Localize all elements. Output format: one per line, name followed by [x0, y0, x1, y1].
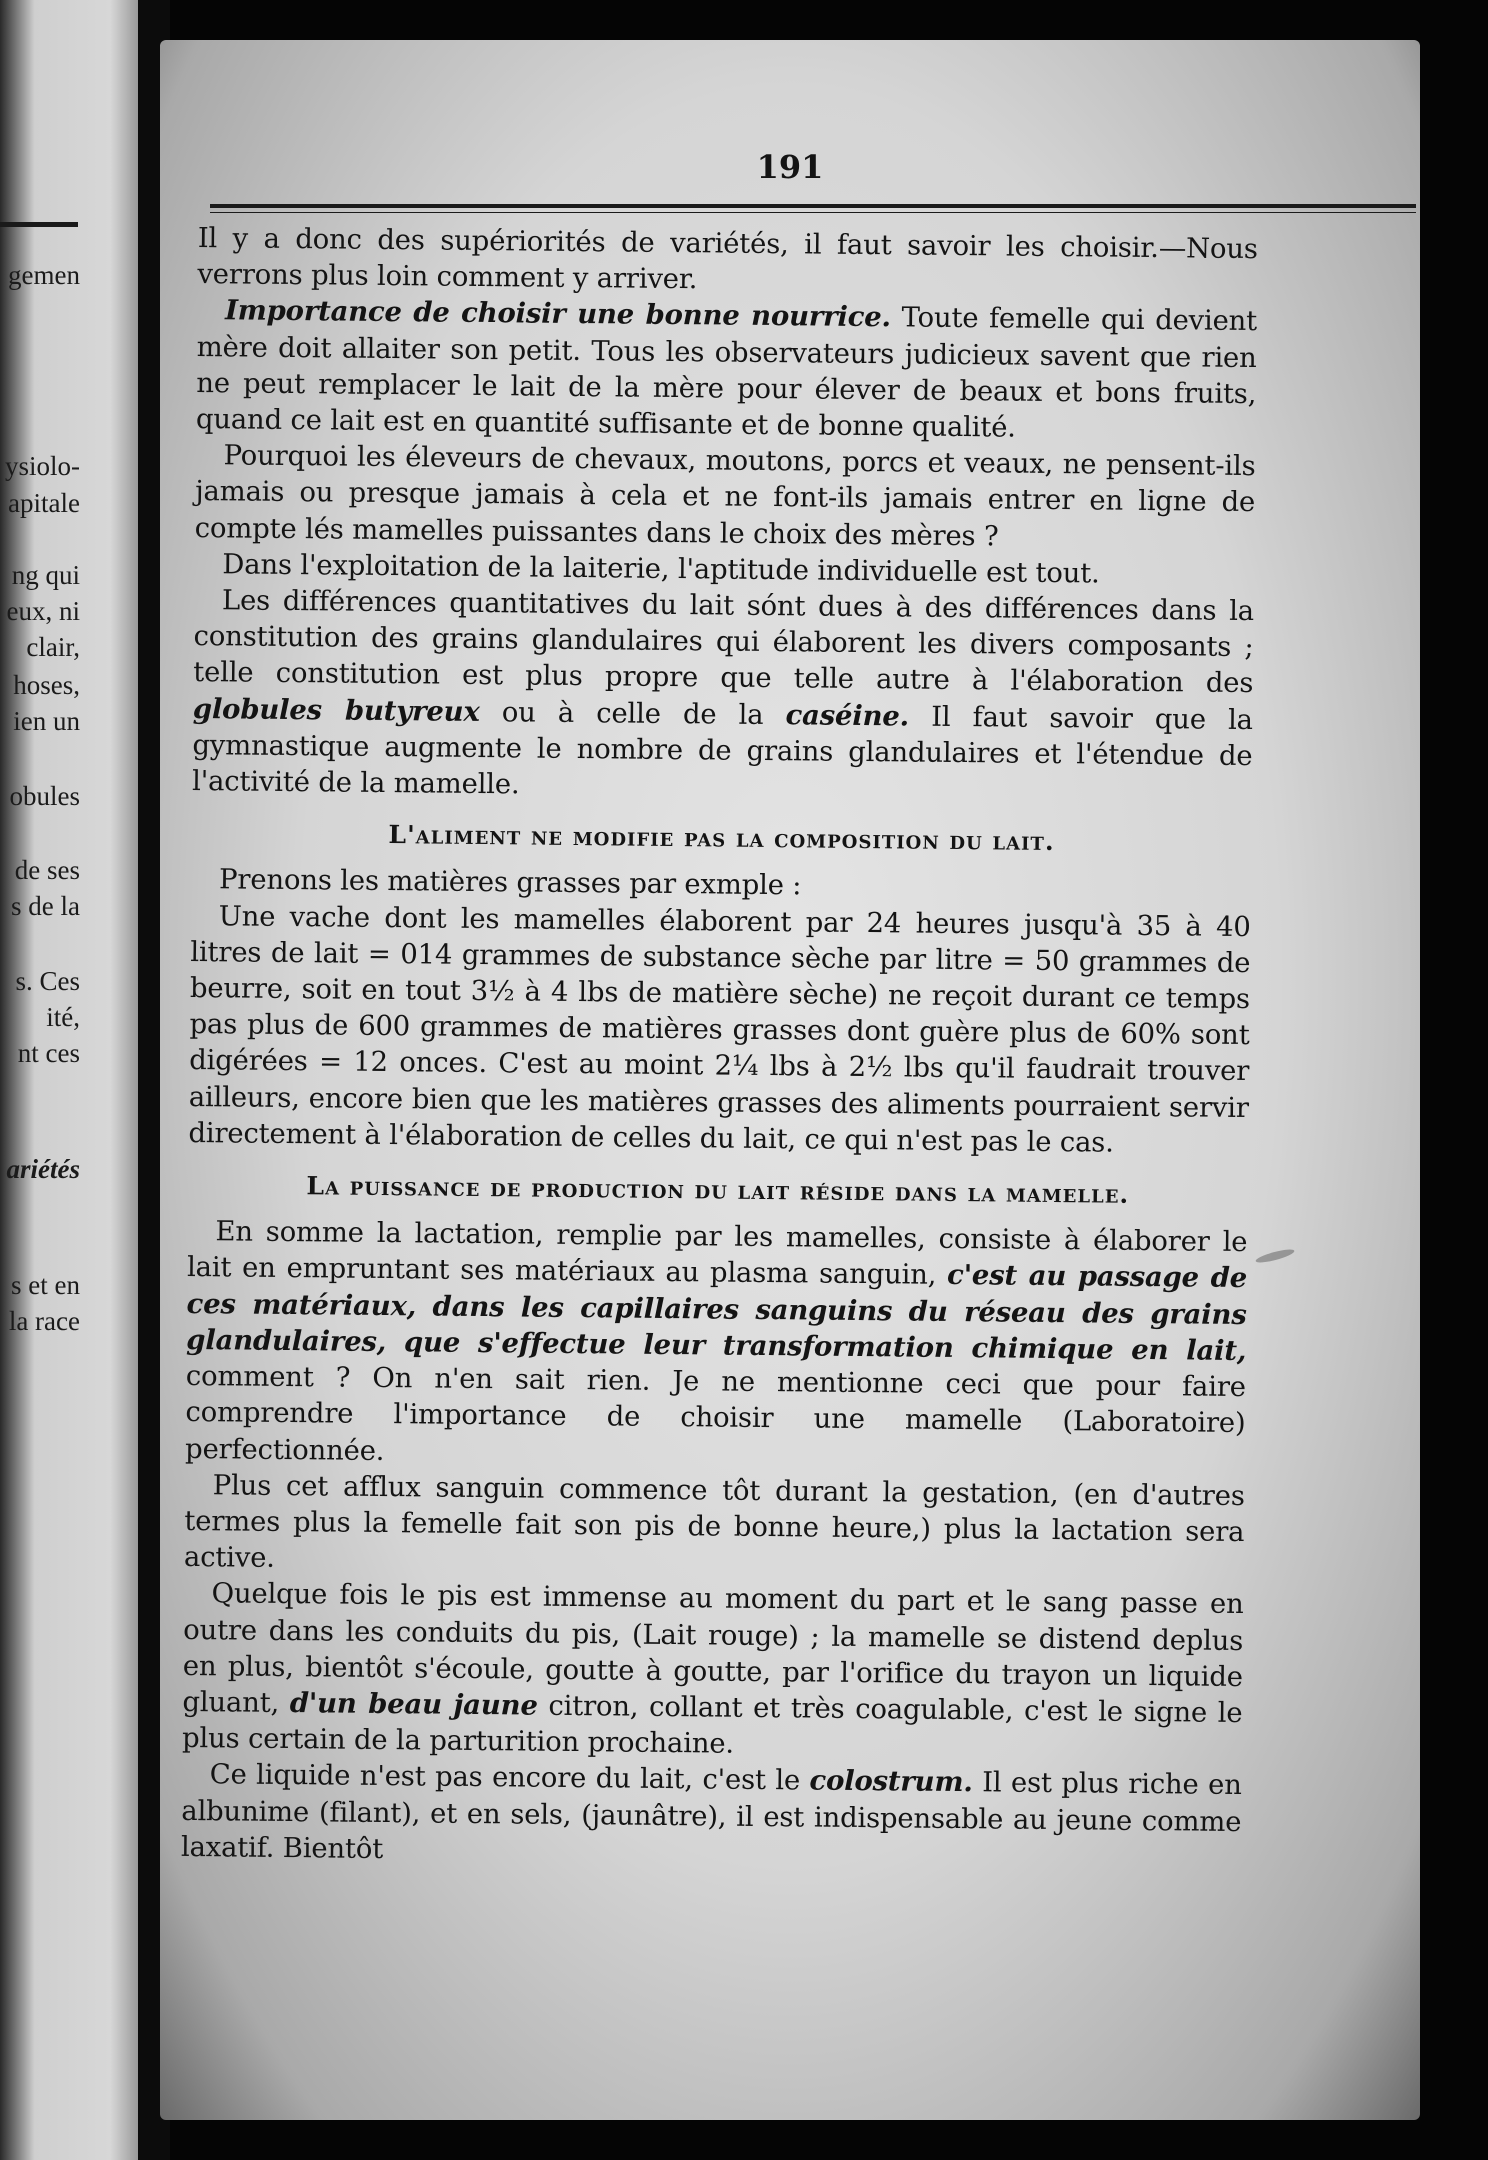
facing-page-rule: [0, 222, 78, 227]
facing-page-fragment: ariétés: [6, 1154, 80, 1184]
section-heading: [188, 1167, 1248, 1214]
text-run: L'aliment ne modifie pas la composition du lait.: [388, 820, 1055, 857]
text-run: Il faut savoir que la gymnastique augmente le nombre de grains glandulaires et l'étendue de l'activité de la mamelle.: [191, 700, 1254, 801]
paragraph: [181, 1756, 1242, 1876]
facing-page-fragment: ien un: [13, 706, 80, 736]
facing-page-fragment: nt ces: [17, 1038, 80, 1068]
text-run: Toute femelle qui devient mère doit allaiter son petit. Tous les observateurs judicieux savent que rien ne peut remplacer le lait de la mère pour élever de beaux et bons fruits, quand ce lait est en quantité suffisante et de bonne qualité.: [195, 301, 1258, 444]
facing-page-fragment: ité,: [46, 1002, 80, 1032]
text-run: Il y a donc des supériorités de variétés, il faut savoir les choisir.—Nous verrons plus loin comment y arriver.: [197, 221, 1258, 296]
paragraph: [182, 1575, 1244, 1767]
text-run: Une vache dont les mamelles élaborent par 24 heures jusqu'à 35 à 40 litres de lait = 014 grammes de substance sèche par litre = 50 grammes de beurre, soit en tout 3½ à 4 lbs de matière sèche) ne reçoit durant ce temps pas plus de 600 grammes de matières grasses dont guère plus de 60% sont digérées = 12 onces. C'est au moint 2¼ lbs à 2½ lbs qu'il faudrait trouver ailleurs, encore bien que les matières grasses des aliments pourraient servir directement à l'élaboration de celles du lait, ce qui n'est pas le cas.: [188, 899, 1251, 1159]
text-run: Il est plus riche en albunime (filant), et en sels, (jaunâtre), il est indispensable au jeune comme laxatif. Bientôt: [180, 1766, 1242, 1865]
facing-page-fragment: obules: [9, 781, 80, 811]
facing-page-fragment: clair,: [26, 632, 80, 662]
italic-text: Importance de choisir une bonne nourrice.: [224, 294, 892, 334]
paragraph: [184, 1467, 1245, 1587]
text-run: ou à celle de la: [479, 695, 786, 731]
paragraph: [195, 437, 1256, 557]
text-run: La puissance de production du lait réside dans la mamelle.: [306, 1171, 1130, 1209]
facing-page-edge: [0, 0, 138, 2160]
header-rule-thin: [210, 212, 1416, 213]
paragraph: [188, 898, 1251, 1163]
facing-page-fragment: eux, ni: [6, 596, 80, 626]
italic-text: caséine.: [785, 698, 910, 733]
section-heading: [191, 815, 1251, 862]
facing-page-fragment: s de la: [11, 891, 80, 921]
paragraph: [196, 292, 1257, 448]
facing-page-fragment: hoses,: [13, 670, 80, 700]
text-run: Prenons les matières grasses par exmple :: [218, 863, 802, 902]
text-run: Pourquoi les éleveurs de chevaux, moutons, porcs et veaux, ne pensent-ils jamais ou presque jamais à cela et ne font-ils jamais entrer en ligne de compte lés mamelles puissantes dans le choix des mères ?: [194, 439, 1256, 553]
italic-text: c'est au passage de ces matériaux, dans les capillaires sanguins du réseau des grains glandulaires, que s'effectue leur transformation chimique en lait,: [186, 1259, 1248, 1367]
facing-page-fragment: ysiolo-: [4, 451, 80, 481]
text-run: Ce liquide n'est pas encore du lait, c'est le: [209, 1758, 810, 1797]
facing-page-fragment: de ses: [14, 855, 80, 885]
text-run: Les différences quantitatives du lait sónt dues à des différences dans la constitution des grains glandulaires qui élaborent les divers composants ; telle constitution est plus propre que telle autre à l'élaboration des: [193, 584, 1255, 700]
italic-text: globules butyreux: [192, 692, 480, 728]
paragraph: [197, 220, 1258, 304]
paragraph: [192, 582, 1254, 810]
text-run: En somme la lactation, remplie par les mamelles, consiste à élaborer le lait en empruntant ses matériaux au plasma sanguin,: [186, 1215, 1248, 1292]
facing-page-fragment: ng qui: [11, 560, 80, 590]
text-run: comment ? On n'en sait rien. Je ne mentionne ceci que pour faire comprendre l'importance de choisir une mamelle (Laboratoire) perfectionnée.: [184, 1360, 1247, 1467]
paragraph: [185, 1213, 1248, 1478]
facing-page-fragment: s. Ces: [15, 966, 80, 996]
italic-text: colostrum.: [809, 1764, 973, 1799]
facing-page-fragment: apitale: [8, 488, 80, 518]
header-rule: [210, 204, 1416, 208]
page-body-text: [181, 220, 1258, 1876]
text-run: Dans l'exploitation de la laiterie, l'aptitude individuelle est tout.: [222, 548, 1100, 590]
facing-page-fragment: gemen: [8, 260, 80, 290]
facing-page-fragment: s et en: [11, 1270, 80, 1300]
text-run: citron, collant et très coagulable, c'est le signe le plus certain de la parturition prochaine.: [181, 1689, 1243, 1760]
book-page: [160, 40, 1420, 2120]
page-number: 191: [756, 148, 824, 186]
italic-text: d'un beau jaune: [289, 1686, 538, 1722]
text-run: Quelque fois le pis est immense au moment du part et le sang passe en outre dans les conduits du pis, (Lait rouge) ; la mamelle se distend deplus en plus, bientôt s'écoule, goutte à goutte, par l'orifice du trayon un liquide gluant,: [182, 1577, 1244, 1719]
facing-page-fragment: la race: [8, 1306, 80, 1336]
ink-smudge: [1255, 1247, 1296, 1265]
text-run: Plus cet afflux sanguin commence tôt durant la gestation, (en d'autres termes plus la femelle fait son pis de bonne heure,) plus la lactation sera active.: [183, 1468, 1245, 1574]
